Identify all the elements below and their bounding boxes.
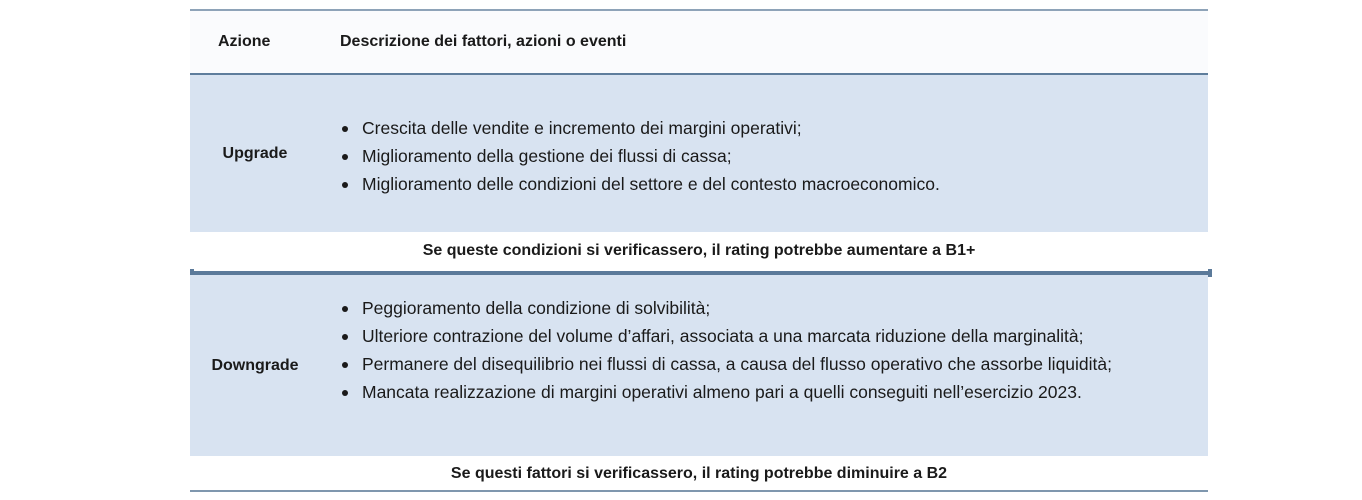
list-item: Peggioramento della condizione di solvibilità; [362,294,1202,322]
list-item: Ulteriore contrazione del volume d’affari, associata a una marcata riduzione della marginalità; [362,322,1202,350]
upgrade-points [340,114,1202,198]
upgrade-note: Se queste condizioni si verificassero, il rating potrebbe aumentare a B1+ [422,242,976,259]
downgrade-note: Se questi fattori si verificassero, il rating potrebbe diminuire a B2 [450,465,948,482]
header-description: Descrizione dei fattori, azioni o eventi [340,33,627,50]
list-item: Crescita delle vendite e incremento dei margini operativi; [362,114,1202,142]
downgrade-label: Downgrade [211,356,299,374]
list-item: Miglioramento della gestione dei flussi di cassa; [362,142,1202,170]
table-header-row [190,11,1208,73]
list-item: Mancata realizzazione di margini operativi almeno pari a quelli conseguiti nell’esercizio 2023. [362,378,1202,406]
upgrade-label: Upgrade [222,144,288,162]
rating-factors-table [190,9,1208,493]
list-item: Miglioramento delle condizioni del settore e del contesto macroeconomico. [362,170,1202,198]
header-action: Azione [218,33,271,50]
downgrade-points [340,294,1202,406]
list-item: Permanere del disequilibrio nei flussi di cassa, a causa del flusso operativo che assorbe liquidità; [362,350,1202,378]
table-bottom-rule [190,490,1208,492]
